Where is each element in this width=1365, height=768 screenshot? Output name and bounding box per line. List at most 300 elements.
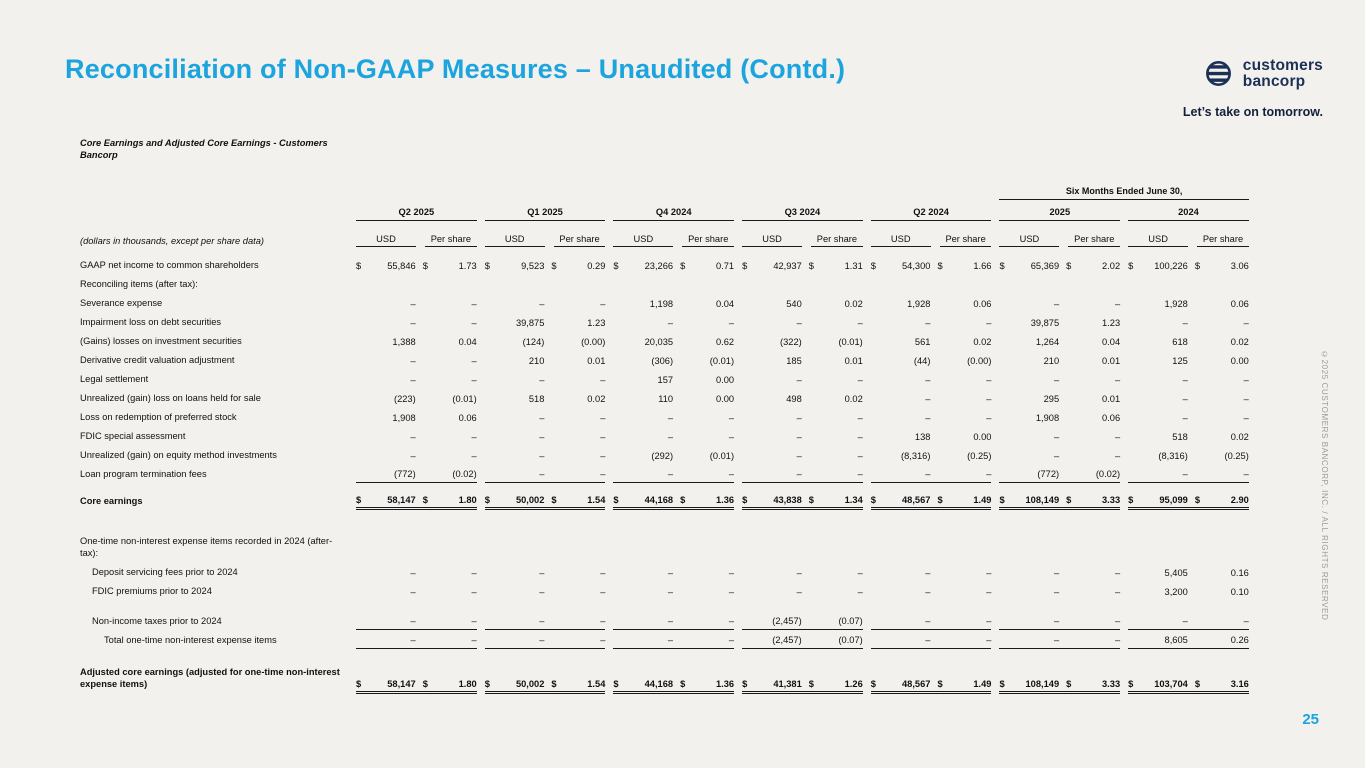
value-group xyxy=(356,587,477,600)
value-group xyxy=(1128,394,1249,407)
subheader-usd: USD xyxy=(871,234,931,247)
value-group xyxy=(999,616,1120,630)
pershare-value: – xyxy=(600,432,606,443)
col-group xyxy=(352,469,481,483)
usd-value: (8,316) xyxy=(1158,451,1188,462)
value-group xyxy=(742,432,863,445)
value-group xyxy=(742,587,863,600)
pershare-value: (0.01) xyxy=(838,337,863,348)
usd-value: 58,147 xyxy=(387,678,416,689)
pershare-value: 0.01 xyxy=(1102,356,1121,367)
usd-value: – xyxy=(539,635,545,646)
usd-value: (292) xyxy=(651,451,674,462)
value-group xyxy=(999,394,1120,407)
col-group xyxy=(609,635,738,649)
col-group xyxy=(867,394,996,407)
value-group xyxy=(1128,568,1249,581)
col-group xyxy=(1124,356,1253,369)
value-group xyxy=(613,337,734,350)
col-group xyxy=(1124,679,1253,694)
pershare-value: – xyxy=(857,568,863,579)
col-group xyxy=(481,616,610,630)
col-group xyxy=(352,679,481,694)
col-group xyxy=(995,635,1124,649)
pershare-value: – xyxy=(1114,375,1121,386)
value-group xyxy=(485,394,606,407)
pershare-value: – xyxy=(728,568,735,579)
currency-symbol: $ xyxy=(808,495,814,506)
table-row xyxy=(80,445,1253,464)
col-group xyxy=(352,495,481,510)
usd-value: – xyxy=(539,587,545,598)
col-group xyxy=(738,356,867,369)
pershare-value: – xyxy=(986,375,992,386)
currency-symbol: $ xyxy=(808,678,814,689)
usd-value: – xyxy=(925,394,931,405)
pershare-value: – xyxy=(600,413,606,424)
col-group xyxy=(481,679,610,694)
usd-value: – xyxy=(1053,432,1060,443)
usd-value: – xyxy=(1182,469,1188,480)
pershare-value: – xyxy=(1114,432,1121,443)
col-group xyxy=(481,495,610,510)
pershare-value: – xyxy=(1114,635,1121,646)
value-group xyxy=(356,616,477,630)
subheader-usd: USD xyxy=(1128,234,1188,247)
usd-value: – xyxy=(410,635,416,646)
value-group xyxy=(485,616,606,630)
usd-value: 100,226 xyxy=(1154,261,1188,272)
value-group xyxy=(1128,413,1249,426)
col-group xyxy=(995,568,1124,581)
col-group xyxy=(609,318,738,331)
value-group xyxy=(356,261,477,274)
pershare-value: 0.10 xyxy=(1230,587,1249,598)
period-header-1: Q1 2025 xyxy=(485,207,606,221)
value-group xyxy=(1128,299,1249,312)
usd-value: – xyxy=(410,299,416,310)
usd-value: 1,388 xyxy=(392,337,416,348)
value-group xyxy=(1128,469,1249,483)
value-group xyxy=(613,679,734,694)
row-label: Loss on redemption of preferred stock xyxy=(80,411,237,422)
pershare-value: – xyxy=(986,413,992,424)
currency-symbol: $ xyxy=(680,495,686,506)
usd-value: 43,838 xyxy=(773,495,802,506)
value-group xyxy=(742,495,863,510)
col-group xyxy=(609,495,738,510)
pershare-value: (0.02) xyxy=(1095,469,1121,480)
value-group xyxy=(356,495,477,510)
pershare-value: 0.01 xyxy=(587,356,606,367)
col-group xyxy=(1124,394,1253,407)
usd-value: – xyxy=(1053,635,1060,646)
col-group xyxy=(352,451,481,464)
pershare-value: 0.16 xyxy=(1230,568,1249,579)
usd-value: 55,846 xyxy=(387,261,416,272)
usd-value: – xyxy=(796,318,802,329)
currency-symbol: $ xyxy=(1128,495,1134,506)
value-group xyxy=(999,451,1120,464)
value-group xyxy=(1128,451,1249,464)
usd-value: – xyxy=(1053,299,1060,310)
usd-value: 8,605 xyxy=(1164,635,1188,646)
pershare-value: – xyxy=(986,635,992,646)
pershare-value: – xyxy=(728,616,735,627)
usd-value: – xyxy=(1182,394,1188,405)
pershare-value: 0.06 xyxy=(1102,413,1121,424)
col-group xyxy=(867,635,996,649)
value-group xyxy=(871,375,992,388)
col-group xyxy=(1124,451,1253,464)
pershare-value: (0.25) xyxy=(967,451,992,462)
col-group xyxy=(609,337,738,350)
currency-symbol: $ xyxy=(484,495,490,506)
usd-value: 618 xyxy=(1172,337,1188,348)
col-group xyxy=(738,375,867,388)
pershare-value: 1.49 xyxy=(973,678,992,689)
table-row xyxy=(80,331,1253,350)
col-group xyxy=(609,413,738,426)
row-label: FDIC special assessment xyxy=(80,430,186,441)
col-group xyxy=(1124,616,1253,630)
col-group xyxy=(995,375,1124,388)
page-title: Reconciliation of Non-GAAP Measures – Unaudited (Contd.) xyxy=(65,54,846,84)
subheader-pershare: Per share xyxy=(1197,234,1249,247)
usd-value: – xyxy=(1053,375,1060,386)
pershare-value: – xyxy=(857,451,863,462)
currency-symbol: $ xyxy=(999,678,1005,689)
usd-value: 41,381 xyxy=(773,678,802,689)
usd-value: 108,149 xyxy=(1025,678,1060,689)
pershare-value: 3.33 xyxy=(1102,678,1121,689)
usd-value: 210 xyxy=(528,356,545,367)
usd-value: – xyxy=(539,469,545,480)
value-group xyxy=(999,679,1120,694)
usd-value: – xyxy=(667,469,674,480)
col-group xyxy=(738,413,867,426)
usd-value: 1,908 xyxy=(1035,413,1060,424)
copyright-sidebar-text: ©2025 CUSTOMERS BANCORP, INC. / ALL RIGHTS RESERVED xyxy=(1320,350,1329,621)
col-group xyxy=(738,635,867,649)
col-group xyxy=(609,568,738,581)
currency-symbol: $ xyxy=(551,495,557,506)
value-group xyxy=(356,299,477,312)
customers-bancorp-logo xyxy=(1183,58,1323,90)
col-group xyxy=(867,413,996,426)
pershare-value: 0.71 xyxy=(715,261,735,272)
value-group xyxy=(613,568,734,581)
value-group xyxy=(356,375,477,388)
pershare-value: 0.00 xyxy=(715,375,735,386)
currency-symbol: $ xyxy=(422,261,428,272)
col-group xyxy=(1124,299,1253,312)
col-group xyxy=(738,261,867,274)
period-header-0: Q2 2025 xyxy=(356,207,477,221)
currency-symbol: $ xyxy=(422,678,428,689)
usd-value: 48,567 xyxy=(902,495,931,506)
usd-value: 210 xyxy=(1043,356,1060,367)
currency-symbol: $ xyxy=(1194,261,1200,272)
usd-value: – xyxy=(796,451,802,462)
row-label: Impairment loss on debt securities xyxy=(80,316,222,327)
value-group xyxy=(871,261,992,274)
currency-symbol: $ xyxy=(613,495,619,506)
usd-value: – xyxy=(1053,451,1060,462)
col-group xyxy=(481,413,610,426)
usd-value: 518 xyxy=(528,394,545,405)
col-group xyxy=(1124,568,1253,581)
value-group xyxy=(356,679,477,694)
pershare-value: – xyxy=(471,451,477,462)
usd-value: – xyxy=(667,616,674,627)
pershare-value: 0.26 xyxy=(1230,635,1249,646)
col-group xyxy=(481,451,610,464)
usd-value: 44,168 xyxy=(644,678,674,689)
pershare-value: – xyxy=(600,616,606,627)
pershare-value: – xyxy=(1114,451,1121,462)
value-group xyxy=(999,635,1120,649)
col-group xyxy=(995,356,1124,369)
table-row xyxy=(80,255,1253,274)
pershare-value: 0.01 xyxy=(1102,394,1121,405)
pershare-value: 1.34 xyxy=(844,495,863,506)
usd-value: 23,266 xyxy=(644,261,674,272)
pershare-value: – xyxy=(471,375,477,386)
row-label: One-time non-interest expense items recorded in 2024 (after-tax): xyxy=(80,536,333,558)
col-group xyxy=(352,394,481,407)
value-group xyxy=(871,679,992,694)
pershare-value: – xyxy=(728,413,735,424)
usd-value: – xyxy=(667,318,674,329)
pershare-value: 0.02 xyxy=(587,394,606,405)
pershare-value: – xyxy=(471,299,477,310)
usd-value: 1,928 xyxy=(1164,299,1188,310)
value-group xyxy=(485,469,606,483)
pershare-value: – xyxy=(600,299,606,310)
value-group xyxy=(871,568,992,581)
period-header-3: Q3 2024 xyxy=(742,207,863,221)
value-group xyxy=(356,394,477,407)
pershare-value: – xyxy=(600,469,606,480)
col-group xyxy=(1124,318,1253,331)
pershare-value: – xyxy=(471,635,477,646)
usd-value: – xyxy=(410,616,416,627)
table-subtitle: Core Earnings and Adjusted Core Earnings - Customers Bancorp xyxy=(80,138,328,160)
usd-value: – xyxy=(796,432,802,443)
subheader-group-3 xyxy=(742,234,863,250)
subheader-pershare: Per share xyxy=(1068,234,1120,247)
col-group xyxy=(995,299,1124,312)
pershare-value: 3.16 xyxy=(1230,678,1249,689)
currency-symbol: $ xyxy=(1194,495,1200,506)
usd-value: – xyxy=(1182,375,1188,386)
subheader-group-4 xyxy=(871,234,992,250)
pershare-value: 1.23 xyxy=(587,318,606,329)
value-group xyxy=(742,318,863,331)
col-group xyxy=(481,207,610,221)
col-group xyxy=(481,587,610,600)
currency-symbol: $ xyxy=(870,261,876,272)
value-group xyxy=(999,299,1120,312)
value-group xyxy=(356,568,477,581)
usd-value: (2,457) xyxy=(772,635,802,646)
pershare-value: – xyxy=(728,587,735,598)
six-months-span-header: Six Months Ended June 30, xyxy=(999,186,1248,200)
pershare-value: – xyxy=(1114,616,1121,627)
units-note: (dollars in thousands, except per share data) xyxy=(80,235,264,246)
value-group xyxy=(1128,318,1249,331)
value-group xyxy=(999,356,1120,369)
value-group xyxy=(1128,587,1249,600)
usd-value: 5,405 xyxy=(1164,568,1188,579)
col-group xyxy=(1124,207,1253,221)
value-group xyxy=(485,413,606,426)
pershare-value: (0.01) xyxy=(709,356,735,367)
col-group xyxy=(738,394,867,407)
usd-value: 540 xyxy=(786,299,802,310)
col-group xyxy=(481,568,610,581)
currency-symbol: $ xyxy=(422,495,428,506)
col-group xyxy=(1124,234,1253,250)
currency-symbol: $ xyxy=(680,261,686,272)
value-group xyxy=(613,587,734,600)
row-label: (Gains) losses on investment securities xyxy=(80,335,242,346)
pershare-value: (0.07) xyxy=(838,616,863,627)
usd-value: – xyxy=(796,375,802,386)
table-body xyxy=(80,185,1253,693)
col-group xyxy=(867,495,996,510)
col-group xyxy=(481,356,610,369)
col-group xyxy=(995,432,1124,445)
row-label: Deposit servicing fees prior to 2024 xyxy=(92,566,238,577)
col-group xyxy=(1124,337,1253,350)
value-group xyxy=(485,356,606,369)
value-group xyxy=(613,616,734,630)
subheader-usd: USD xyxy=(742,234,802,247)
value-group xyxy=(485,375,606,388)
value-group xyxy=(1128,432,1249,445)
value-group xyxy=(356,318,477,331)
usd-value: 185 xyxy=(786,356,802,367)
value-group xyxy=(1128,337,1249,350)
col-group xyxy=(352,587,481,600)
pershare-value: 0.62 xyxy=(715,337,735,348)
pershare-value: 3.33 xyxy=(1102,495,1121,506)
customers-bancorp-logo-icon xyxy=(1203,58,1234,89)
pershare-value: – xyxy=(728,318,735,329)
col-group xyxy=(1124,587,1253,600)
pershare-value: 1.26 xyxy=(844,678,863,689)
value-group xyxy=(613,318,734,331)
usd-value: – xyxy=(539,451,545,462)
value-group xyxy=(999,337,1120,350)
value-group xyxy=(613,469,734,483)
pershare-value: – xyxy=(600,451,606,462)
currency-symbol: $ xyxy=(870,678,876,689)
pershare-value: – xyxy=(471,318,477,329)
usd-value: – xyxy=(667,635,674,646)
pershare-value: – xyxy=(1243,375,1249,386)
value-group xyxy=(742,356,863,369)
usd-value: 20,035 xyxy=(644,337,674,348)
usd-value: 157 xyxy=(657,375,674,386)
usd-value: – xyxy=(410,356,416,367)
usd-value: – xyxy=(925,469,931,480)
currency-symbol: $ xyxy=(742,261,748,272)
pershare-value: – xyxy=(986,469,992,480)
col-group xyxy=(995,495,1124,510)
pershare-value: 2.02 xyxy=(1102,261,1121,272)
row-label: Derivative credit valuation adjustment xyxy=(80,354,235,365)
col-group xyxy=(609,356,738,369)
col-group xyxy=(352,635,481,649)
currency-symbol: $ xyxy=(356,261,362,272)
value-group xyxy=(613,451,734,464)
pershare-value: (0.00) xyxy=(967,356,992,367)
value-group xyxy=(871,616,992,630)
pershare-value: 0.06 xyxy=(1230,299,1249,310)
usd-value: 295 xyxy=(1043,394,1060,405)
value-group xyxy=(613,394,734,407)
value-group xyxy=(999,432,1120,445)
col-group xyxy=(995,394,1124,407)
usd-value: – xyxy=(925,587,931,598)
col-group xyxy=(1124,261,1253,274)
currency-symbol: $ xyxy=(870,495,876,506)
brand-block xyxy=(1183,58,1323,119)
usd-value: (772) xyxy=(1037,469,1060,480)
currency-symbol: $ xyxy=(937,678,943,689)
col-group xyxy=(738,337,867,350)
col-group xyxy=(995,469,1124,483)
usd-value: 103,704 xyxy=(1154,678,1188,689)
col-group xyxy=(352,413,481,426)
row-label: Non-income taxes prior to 2024 xyxy=(92,615,222,626)
pershare-value: – xyxy=(1243,413,1249,424)
col-group xyxy=(867,432,996,445)
row-label-spacer xyxy=(80,218,352,221)
pershare-value: 0.06 xyxy=(973,299,992,310)
pershare-value: (0.00) xyxy=(581,337,606,348)
value-group xyxy=(485,587,606,600)
table-subheader-row xyxy=(80,230,1253,250)
col-group xyxy=(867,337,996,350)
row-label: Unrealized (gain) on equity method investments xyxy=(80,449,277,460)
pershare-value: – xyxy=(1114,299,1121,310)
usd-value: 1,198 xyxy=(649,299,674,310)
usd-value: 95,099 xyxy=(1159,495,1188,506)
col-group xyxy=(738,318,867,331)
pershare-value: – xyxy=(600,568,606,579)
table-row xyxy=(80,426,1253,445)
col-group xyxy=(481,394,610,407)
value-group xyxy=(485,337,606,350)
usd-value: (223) xyxy=(393,394,416,405)
usd-value: – xyxy=(796,469,802,480)
col-group xyxy=(609,261,738,274)
value-group xyxy=(1128,495,1249,510)
col-group xyxy=(867,616,996,630)
col-group xyxy=(481,234,610,250)
col-group xyxy=(352,356,481,369)
col-group xyxy=(609,469,738,483)
col-group xyxy=(481,469,610,483)
value-group xyxy=(356,635,477,649)
usd-value: (124) xyxy=(522,337,545,348)
col-group xyxy=(995,207,1124,221)
subheader-pershare: Per share xyxy=(940,234,992,247)
